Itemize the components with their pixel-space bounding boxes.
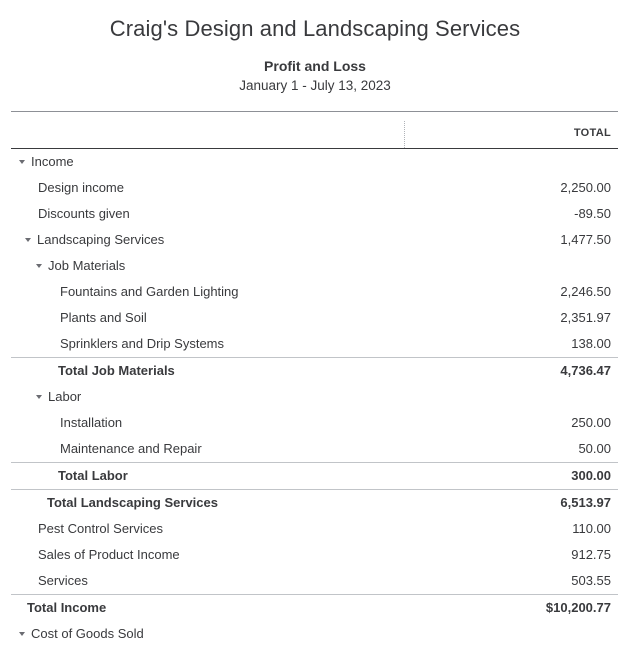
account-row-services[interactable] (0, 568, 635, 594)
row-label: Cost of Goods Sold (31, 626, 144, 641)
row-label: Landscaping Services (37, 232, 165, 247)
row-label: Services (38, 573, 88, 588)
column-resize-handle[interactable] (404, 121, 405, 148)
row-label: Total Landscaping Services (47, 495, 218, 510)
column-header-total[interactable]: TOTAL (573, 127, 611, 139)
account-row-plants-and-soil[interactable] (0, 305, 635, 331)
row-label: Total Labor (58, 468, 128, 483)
row-amount[interactable]: 110.00 (572, 521, 611, 536)
caret-down-icon[interactable] (19, 160, 25, 164)
row-amount[interactable]: 1,477.50 (560, 232, 611, 247)
row-amount[interactable]: 6,513.97 (560, 495, 611, 510)
row-label: Labor (48, 389, 82, 404)
caret-down-icon[interactable] (36, 395, 42, 399)
section-row-landscaping-services[interactable] (0, 227, 635, 253)
row-label: Total Income (27, 600, 107, 615)
row-label: Sprinklers and Drip Systems (60, 336, 224, 351)
row-amount[interactable]: 912.75 (571, 547, 611, 562)
report-title: Profit and Loss (264, 58, 366, 74)
row-label: Sales of Product Income (38, 547, 180, 562)
total-row-job-materials[interactable] (0, 357, 635, 384)
account-row-sales-of-product-income[interactable] (0, 542, 635, 568)
account-row-discounts-given[interactable] (0, 201, 635, 227)
row-amount[interactable]: 138.00 (571, 336, 611, 351)
total-row-income[interactable] (0, 594, 635, 621)
account-row-pest-control-services[interactable] (0, 516, 635, 542)
account-row-installation[interactable] (0, 410, 635, 436)
row-amount[interactable]: 2,351.97 (560, 310, 611, 325)
caret-down-icon[interactable] (25, 238, 31, 242)
row-label: Income (31, 154, 74, 169)
row-label: Fountains and Garden Lighting (60, 284, 239, 299)
row-amount[interactable]: 2,250.00 (560, 180, 611, 195)
row-label: Pest Control Services (38, 521, 163, 536)
report-rows (0, 149, 635, 647)
account-row-fountains-and-garden-lighting[interactable] (0, 279, 635, 305)
total-row-landscaping-services[interactable] (0, 489, 635, 516)
row-label: Job Materials (48, 258, 126, 273)
row-amount[interactable]: $10,200.77 (545, 600, 611, 615)
account-row-sprinklers-and-drip-systems[interactable] (0, 331, 635, 357)
row-amount[interactable]: 250.00 (571, 415, 611, 430)
section-row-income[interactable] (0, 149, 635, 175)
row-label: Installation (60, 415, 123, 430)
caret-down-icon[interactable] (36, 264, 42, 268)
row-amount[interactable]: 2,246.50 (560, 284, 611, 299)
row-amount[interactable]: 300.00 (571, 468, 611, 483)
company-name: Craig's Design and Landscaping Services (109, 16, 521, 41)
report-date-range: January 1 - July 13, 2023 (239, 78, 391, 93)
row-label: Total Job Materials (58, 363, 175, 378)
section-row-labor[interactable] (0, 384, 635, 410)
account-row-design-income[interactable] (0, 175, 635, 201)
row-label: Design income (38, 180, 124, 195)
account-row-maintenance-and-repair[interactable] (0, 436, 635, 462)
row-label: Discounts given (38, 206, 130, 221)
row-label: Maintenance and Repair (60, 441, 202, 456)
row-amount[interactable]: -89.50 (574, 206, 611, 221)
row-label: Plants and Soil (60, 310, 147, 325)
row-amount[interactable]: 50.00 (578, 441, 611, 456)
section-row-job-materials[interactable] (0, 253, 635, 279)
section-row-cost-of-goods-sold[interactable] (0, 621, 635, 647)
caret-down-icon[interactable] (19, 632, 25, 636)
total-row-labor[interactable] (0, 462, 635, 489)
row-amount[interactable]: 503.55 (571, 573, 611, 588)
header-divider (11, 111, 618, 112)
row-amount[interactable]: 4,736.47 (560, 363, 611, 378)
